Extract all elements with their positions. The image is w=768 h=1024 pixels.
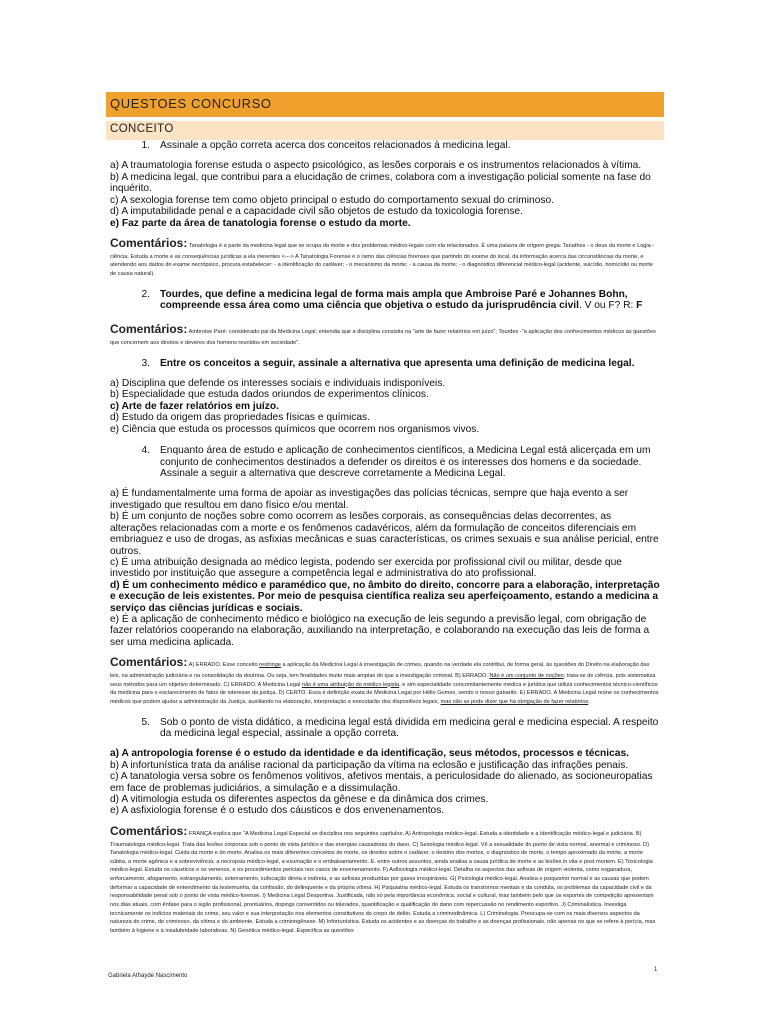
question-text: Entre os conceitos a seguir, assinale a alternativa que apresenta uma definição de medicina legal.: [160, 357, 635, 369]
comment-5: [110, 822, 660, 936]
comment-underline: restringe: [259, 662, 281, 669]
option-a: a) Disciplina que defende os interesses sociais e individuais indisponíveis.: [110, 378, 446, 390]
option-c-correct: c) Arte de fazer relatórios em juízo.: [110, 400, 279, 412]
option-a: a) É fundamentalmente uma forma de apoiar as investigações das polícias técnicas, sempre que haja evento a ser investigado que resultou em dano físico e/ou mental.: [110, 488, 629, 511]
question-text-bold: Tourdes, que define a medicina legal de forma mais ampla que Ambroise Paré e Johannes Bohn, compreende essa área como uma ciência que objetiva o estudo da jurisprudência civil: [160, 288, 628, 311]
option-e-correct: e) Faz parte da área de tanatologia forense o estudo da morte.: [110, 217, 411, 229]
option-c: c) É uma atribuição designada ao médico legista, podendo ser exercida por profissional civil ou militar, desde que investido por instituição que assegure a competência legal e administrativa do ato profissional.: [110, 556, 622, 580]
comment-1: [110, 234, 660, 279]
content: [110, 140, 660, 936]
footer-author: Gabriela Athayde Nascimento: [108, 973, 188, 979]
comment-underline: não é uma atribuição do médico legista: [301, 681, 400, 688]
comment-text: Ambroise Paré- considerado pai da Medicina Legal; entendia que a disciplina consistia na "arte de fazer relatórios em juízo"; Tourdes -"a aplicação dos conhecimentos médicos às questões que concernem aos direitos e deveres dos homens reunidos em sociedade".: [110, 329, 656, 346]
question-5: [110, 717, 660, 740]
option-c: c) A tanatologia versa sobre os fenômenos volitivos, afetivos mentais, a periculosidade do alienado, as socioneuropatias em face de problemas judiciários, a simulação e a dissimulação.: [110, 771, 653, 794]
answer: F: [636, 299, 643, 311]
option-e: e) Ciência que estuda os processos químicos que ocorrem nos organismos vivos.: [110, 423, 480, 435]
question-4: [110, 445, 660, 479]
question-number: 2.: [141, 288, 150, 300]
option-b: b) A medicina legal, que contribui para a elucidação de crimes, colabora com a investigação policial somente na fase do inquérito.: [110, 171, 651, 195]
question-2: [110, 289, 660, 312]
header-bar: [106, 92, 664, 117]
option-d: d) Estudo da origem das propriedades físicas e químicas.: [110, 412, 370, 424]
comment-4: [110, 653, 660, 706]
question-text-tail: . V ou F? R:: [578, 299, 637, 311]
option-a: a) A traumatologia forense estuda o aspecto psicológico, as lesões corporais e os instrumentos relacionados à vítima.: [110, 160, 642, 172]
comment-label: Comentários:: [110, 655, 188, 670]
question-text: Sob o ponto de vista didático, a medicina legal está dividida em medicina geral e medicina especial. A respeito da medicina legal especial, assinale a opção correta.: [160, 716, 659, 739]
question-number: 1.: [141, 140, 150, 151]
option-d: d) A imputabilidade penal e a capacidade civil são objetos de estudo da toxicologia forense.: [110, 206, 523, 218]
option-a-correct: a) A antropologia forense é o estudo da identidade e da identificação, seus métodos, processos e técnicas.: [110, 748, 629, 760]
option-d-correct: d) É um conhecimento médico e paramédico que, no âmbito do direito, concorre para a elaboração, interpretação e execução de leis existentes. Por meio de pesquisa científica realiza seu aperfeiçoamento, estando a medicina a serviço das ciências jurídicas e sociais.: [110, 579, 660, 614]
option-b: b) É um conjunto de noções sobre como ocorrem as lesões corporais, as consequências delas decorrentes, as alterações relacionadas com a morte e os fenômenos cadavéricos, além da formulação de conceitos diferenciais em embriaguez e uso de drogas, as asfixias mecânicas e suas características, os crimes sexuais e sua análise pericial, entre outros.: [110, 511, 659, 557]
comment-text: .: [588, 698, 590, 705]
question-number: 5.: [141, 716, 150, 728]
question-text: Enquanto área de estudo e aplicação de conhecimentos científicos, a Medicina Legal está alicerçada em um conjunto de conhecimentos destinados a defender os direitos e os interesses dos homens e da sociedade. Assinale a seguir a alternativa que descreve corretamente a Medicina Legal.: [160, 445, 651, 479]
option-b: b) A infortunística trata da análise racional da participação da vítima na eclosão e justificação das infrações penais.: [110, 759, 629, 771]
comment-label: Comentários:: [110, 823, 188, 838]
question-1: [110, 140, 660, 151]
question-number: 4.: [141, 445, 150, 457]
comment-text: a aplicação da Medicina Legal à investigação de crimes, quando na verdade ela contribui, de forma geral, às questões do Direito na elaboração das leis, na administração judiciária e na consolidação da doutrina. Ou seja, tem finalidades muito mais amplas do que a investigação criminal. B) ERRADO.: [110, 662, 650, 679]
comment-underline: Não é um conjunto de noções: [489, 672, 564, 679]
page-number: 1: [654, 967, 658, 973]
option-b: b) Especialidade que estuda dados oriundos de experimentos clínicos.: [110, 389, 429, 401]
comment-text: A) ERRADO. Esse conceito: [188, 662, 260, 669]
comment-text: , e sim especialidade concomitantemente médica e jurídica que utiliza conhecimentos técnico-científicos da medicina para o esclarecimento de fatos de interesse da justiça. D) CERTO. Essa é definição exata de Medicina Legal por Hélio Gomes, sendo o nosso gabarito. E) ERRADO. A Medicina Legal reúne os conhecimentos médicos que podem ajudar a administração da Justiça, auxiliando na elaboração, interpretação e executarão dos dispositivos legais,: [110, 681, 659, 705]
comment-text: FRANÇA explica que "A Medicina Legal Especial se disciplina nos seguintes capítulos: A) Antropologia médico-legal. Estuda a identidade e a identificação médico-legal e judiciária. B) Traumatologia médico-legal. Trata das lesões corporais sob o ponto de vista jurídico e das energias causadoras do dano. C) Sexologia médico-legal. Vê a sexualidade do ponto de vista normal, anormal e criminoso. D) Tanatologia médico-legal. Cuida da morte e do morto. Analisa os mais diferentes conceitos de morte, os direitos sobre o cadáver, o destino dos mortos, o diagnóstico de morte, o tempo aproximado da morte, a morte súbita, a morte agônica e a sobrevivência; a necropsia médico-legal, a exumação e o embalsamamento. E. entre outros assuntos, ainda analisa a causa jurídica de morte e as lesões in vita e post mortem. E) Toxicologia médico-legal. Estuda os cáusticos e os venenos, e os procedimentos periciais nos casos de envenenamento. F) Asfixiologia médico-legal. Detalha os aspectos das asfixias de origem violenta, como esganadura, enforcamento, afogamento, estrangulamento, soterramento, sufocação direta e indireta, e as asfixias produzidas por gases irrespiráveis. G) Psicologia médico-legal. Analisa o psiquismo normal e as causas que podem deformar a capacidade de entendimento da testemunha, da confissão, do delinquente e da própria vítima. H) Psiquiatria médico-legal. Estuda os transtornos mentais e da conduta, os problemas da capacidade civil e da responsabilidade penal sob o ponto de vista médico-forense. I) Medicina Legal Desportiva. Justificada, não só pela importância econômica, social e cultural, mas também pelo que os esportes de competição apresentam nos dias atuais, com ênfase para o sigilo profissional, prontuários, dopings consentidos ou tolerados, quantificação e qualificação do dano com repercussão no rendimento esportivo. J) Criminalística. Investiga tecnicamente os indícios materiais do crime, seu valor e sua interpretação nos elementos constitutivos do corpo de delito. Estuda a criminodinâmica. L) Criminologia. Preocupa-se com os mais diversos aspectos da natureza do crime, do criminoso, da vítima e do ambiente. Estuda a criminogênese. M) Infortunística. Estuda os acidentes e as doenças do trabalho e as doenças profissionais, não apenas no que se refere à perícia, mas também à higiene e à insalubridade laborativas. N) Genética médico-legal. Especifica as questões: [110, 830, 656, 935]
comment-underline: mas não se pode dizer que há obrigação de fazer relatórios: [440, 698, 589, 705]
page-title: QUESTOES CONCURSO: [110, 96, 272, 111]
option-c: c) A sexologia forense tem como objeto principal o estudo do comportamento sexual do criminoso.: [110, 194, 554, 206]
question-text: Assinale a opção correta acerca dos conceitos relacionados à medicina legal.: [160, 140, 511, 151]
comment-label: Comentários:: [110, 322, 188, 337]
option-e: e) A asfixiologia forense é o estudo dos cáusticos e dos envenenamentos.: [110, 805, 445, 817]
comment-2: [110, 320, 660, 347]
section-bar: [106, 121, 664, 140]
comment-text: ; trata-se de ciência, pois sistematiza seus métodos para um objetivo determinado. C) ERRADO. A Medicina Legal: [110, 672, 656, 688]
comment-label: Comentários:: [110, 235, 188, 250]
question-text: [160, 289, 660, 312]
question-number: 3.: [141, 357, 150, 369]
question-3: [110, 358, 660, 369]
option-d: d) A vitimologia estuda os diferentes aspectos da gênese e da dinâmica dos crimes.: [110, 794, 489, 806]
option-e: e) É a aplicação de conhecimento médico e biológico na execução de leis segundo a previsão legal, com obrigação de fazer relatórios cooperando na elaboração, auxiliando na interpretação, e colaborando na execução das leis de forma a ser uma medicina aplicada.: [110, 614, 650, 648]
comment-text: Tanatologia é a parte da medicina legal que se ocupa da morte e dos problemas médico-legais com ela relacionados. É uma palavra de origem grega: Tanathos - o deus da morte e Logia - ciência. Estuda a morte e as consequências jurídicas a ela inerentes <---> A Tanatologia Forense é o ramo das ciências forenses que partindo do exame do local, da informação acerca das circunstâncias da morte, e atendendo aos dados do exame necrópsico, procura estabelecer: - a identificação do cadáver; - o mecanismo da morte; - a causa da morte; - o diagnóstico diferencial médico-legal (acidente, suicídio, homicídio ou morte de causa natural).: [110, 242, 655, 277]
section-title: CONCEITO: [110, 123, 174, 135]
